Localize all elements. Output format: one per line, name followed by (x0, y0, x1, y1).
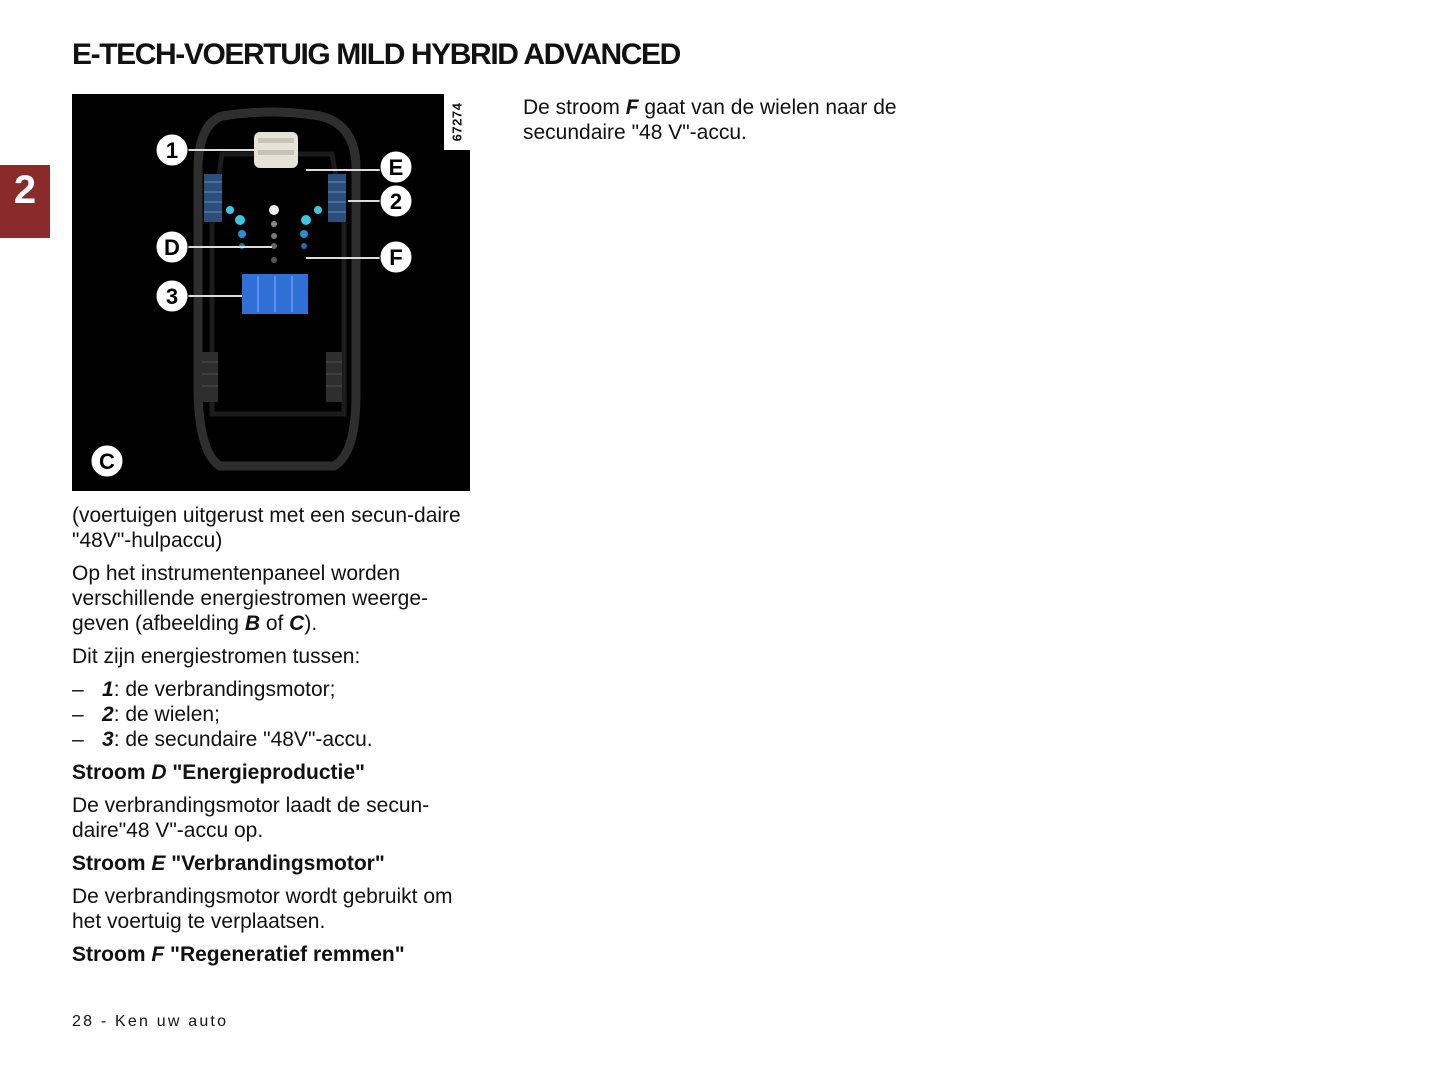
flow-dot (238, 230, 246, 238)
rear-right-wheel (326, 352, 342, 402)
flow-dot (235, 215, 245, 225)
page-footer: 28 - Ken uw auto (72, 1013, 229, 1030)
flow-f-paragraph: De stroom F gaat van de wielen naar de secundaire "48 V"-accu. (523, 96, 897, 144)
flow-e-paragraph: De verbrandingsmotor wordt gebruikt om het voertuig te verplaatsen. (72, 885, 453, 933)
car-diagram (72, 94, 470, 491)
flow-dot (300, 230, 308, 238)
callout-label-e: E (388, 155, 404, 180)
rear-left-wheel (202, 352, 218, 402)
heading-flow-d: Stroom D "Energieproductie" (72, 761, 365, 784)
callout-label-f: F (389, 245, 403, 270)
list-item: – 2: de wielen; (72, 703, 220, 726)
instrument-paragraph: Op het instrumentenpaneel worden verschillende energiestromen weerge-geven (afbeelding B of C). (72, 562, 429, 635)
callout-label-d: D (164, 235, 180, 260)
flow-dot (271, 233, 277, 239)
flow-dot (314, 206, 322, 214)
flow-dot (269, 205, 279, 215)
flow-dot (301, 243, 307, 249)
figure-number-text: 67274 (449, 102, 465, 142)
ref-b: B (244, 612, 260, 635)
ref-c: C (289, 612, 305, 635)
list-item: – 3: de secundaire "48V"-accu. (72, 728, 373, 751)
page-title: E-TECH-VOERTUIG MILD HYBRID ADVANCED (72, 38, 680, 71)
list-item: – 1: de verbrandingsmotor; (72, 678, 336, 701)
intro-paragraph: (voertuigen uitgerust met een secun-daire "48V"-hulpaccu) (72, 504, 461, 552)
front-right-wheel (328, 174, 346, 222)
callout-label-1: 1 (165, 138, 179, 163)
vehicle-energy-flow-figure (72, 94, 470, 491)
flow-dot (301, 215, 311, 225)
callout-label-c: C (99, 449, 115, 474)
left-column (72, 503, 472, 975)
flows-intro: Dit zijn energiestromen tussen: (72, 645, 361, 668)
heading-flow-f: Stroom F "Regeneratief remmen" (72, 943, 405, 966)
callout-label-2: 2 (389, 189, 403, 214)
flow-dot (271, 257, 277, 263)
flow-d-paragraph: De verbrandingsmotor laadt de secun-daire"48 V"-accu op. (72, 794, 430, 842)
front-left-wheel (204, 174, 222, 222)
callout-label-3: 3 (165, 284, 179, 309)
flow-endpoints-list (72, 677, 472, 752)
flow-dot (226, 206, 234, 214)
flow-dot (271, 221, 277, 227)
heading-flow-e: Stroom E "Verbrandingsmotor" (72, 852, 385, 875)
figure-number (444, 94, 470, 150)
chapter-tab: 2 (0, 165, 50, 238)
right-column (523, 95, 923, 145)
